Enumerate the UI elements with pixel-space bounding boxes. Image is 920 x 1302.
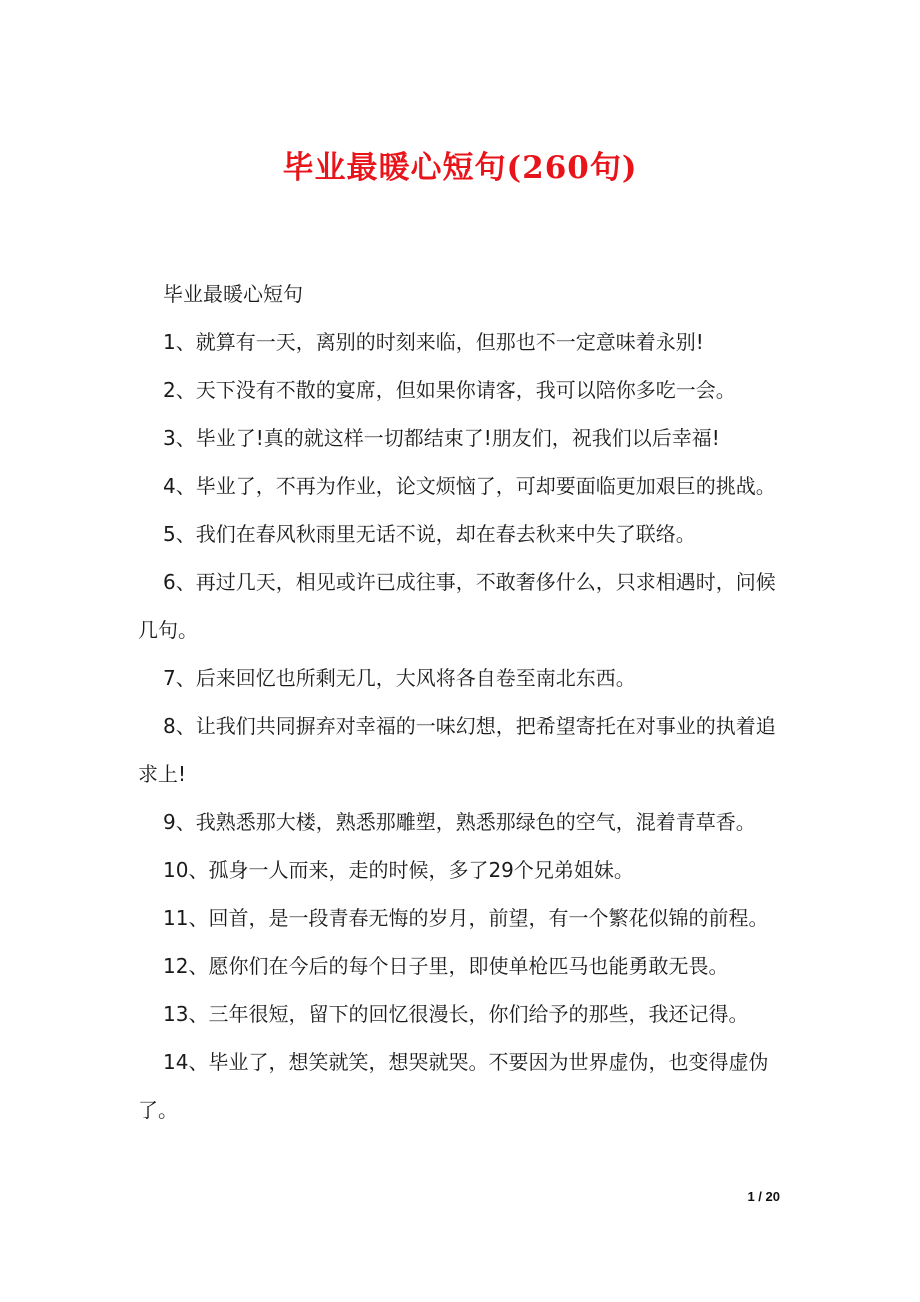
document-body	[138, 270, 788, 1134]
paragraph-item: 6、再过几天，相见或许已成往事，不敢奢侈什么，只求相遇时，问候几句。	[138, 570, 776, 642]
document-title: 毕业最暖心短句(260句)	[282, 150, 638, 186]
paragraph-item: 9、我熟悉那大楼，熟悉那雕塑，熟悉那绿色的空气，混着青草香。	[163, 810, 756, 834]
paragraph-item: 7、后来回忆也所剩无几，大风将各自卷至南北东西。	[163, 666, 636, 690]
paragraph-heading: 毕业最暖心短句	[163, 282, 303, 306]
paragraph-item: 10、孤身一人而来，走的时候，多了29个兄弟姐妹。	[163, 858, 634, 882]
paragraph-item: 13、三年很短，留下的回忆很漫长，你们给予的那些，我还记得。	[163, 1002, 749, 1026]
page-number: 1 / 20	[747, 1189, 780, 1204]
paragraph-item: 3、毕业了!真的就这样一切都结束了!朋友们，祝我们以后幸福!	[163, 426, 720, 450]
paragraph-item: 4、毕业了，不再为作业，论文烦恼了，可却要面临更加艰巨的挑战。	[163, 474, 776, 498]
paragraph-item: 2、天下没有不散的宴席，但如果你请客，我可以陪你多吃一会。	[163, 378, 736, 402]
paragraph-item: 12、愿你们在今后的每个日子里，即使单枪匹马也能勇敢无畏。	[163, 954, 729, 978]
paragraph-item: 5、我们在春风秋雨里无话不说，却在春去秋来中失了联络。	[163, 522, 696, 546]
paragraph-item: 1、就算有一天，离别的时刻来临，但那也不一定意味着永别!	[163, 330, 704, 354]
paragraph-item: 8、让我们共同摒弃对幸福的一味幻想，把希望寄托在对事业的执着追求上!	[138, 714, 776, 786]
paragraph-item: 11、回首，是一段青春无悔的岁月，前望，有一个繁花似锦的前程。	[163, 906, 769, 930]
paragraph-item: 14、毕业了，想笑就笑，想哭就哭。不要因为世界虚伪，也变得虚伪了。	[138, 1050, 769, 1122]
